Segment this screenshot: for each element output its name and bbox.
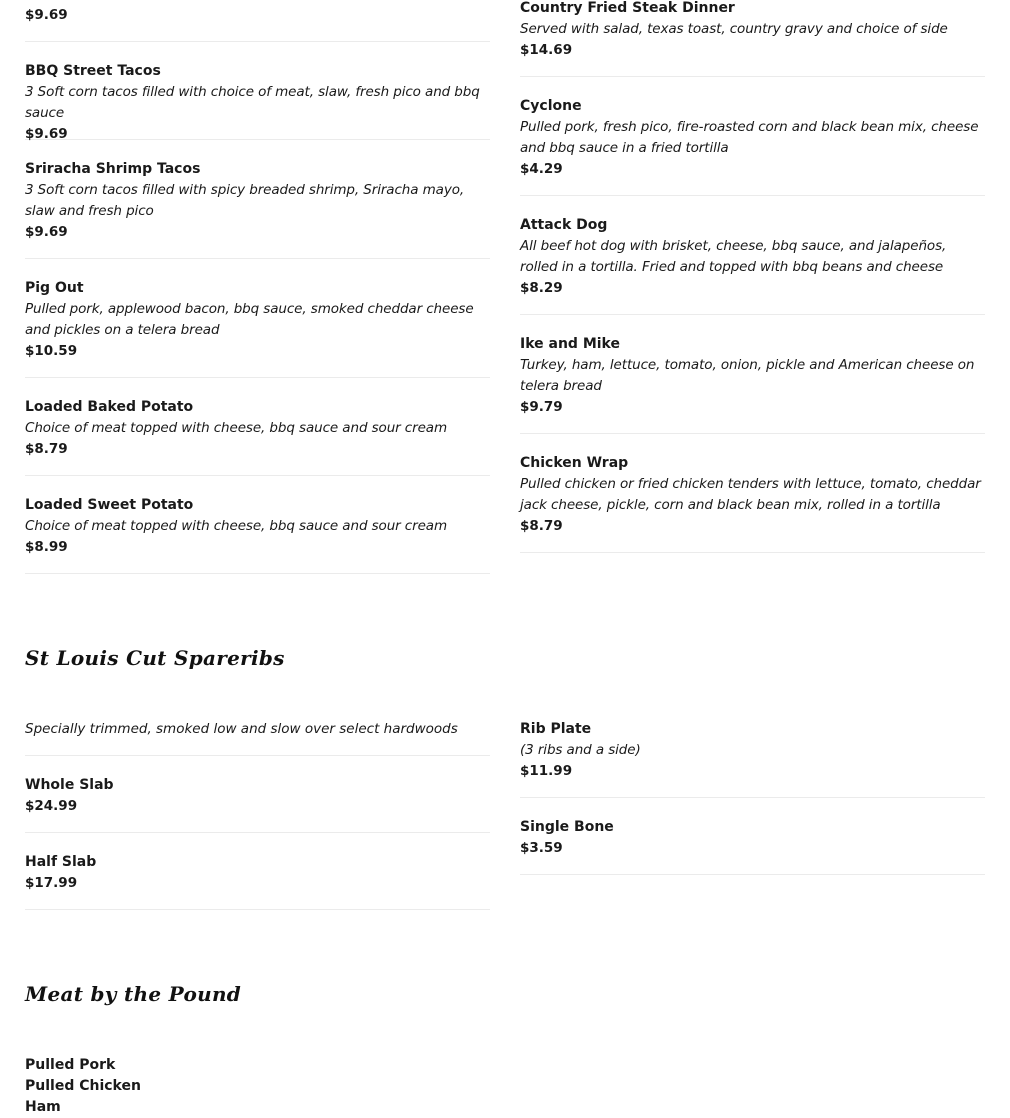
menu-item-description: Pulled chicken or fried chicken tenders with lettuce, tomato, cheddar jack cheese, pickle, corn and black bean mix, rolled in a tortilla bbox=[520, 476, 981, 513]
menu-item bbox=[520, 453, 985, 553]
menu-item bbox=[25, 61, 490, 140]
menu-item-name: BBQ Street Tacos bbox=[25, 63, 161, 79]
menu-item-price: $14.69 bbox=[520, 42, 573, 58]
section-title-meat: Meat by the Pound bbox=[25, 982, 242, 1006]
menu-item-name: Rib Plate bbox=[520, 721, 592, 737]
menu-item-price: $8.79 bbox=[25, 441, 68, 457]
menu-item-price: $3.59 bbox=[520, 840, 563, 856]
menu-item-price: $4.29 bbox=[520, 161, 563, 177]
menu-item-price: $24.99 bbox=[25, 798, 78, 814]
menu-item-name: Half Slab bbox=[25, 854, 97, 870]
menu-item-name: Loaded Baked Potato bbox=[25, 399, 194, 415]
menu-item-price: $9.69 bbox=[25, 224, 68, 240]
menu-item-name: Whole Slab bbox=[25, 777, 114, 793]
menu-item bbox=[520, 96, 985, 196]
meat-item: Pulled Chicken bbox=[25, 1078, 141, 1094]
menu-item bbox=[520, 215, 985, 315]
menu-item bbox=[520, 334, 985, 434]
menu-item bbox=[25, 278, 490, 378]
menu-item-description: Pulled pork, applewood bacon, bbq sauce, smoked cheddar cheese and pickles on a telera bread bbox=[25, 301, 474, 338]
menu-item-price: $9.79 bbox=[520, 399, 563, 415]
menu-item-name: Country Fried Steak Dinner bbox=[520, 0, 735, 16]
menu-item bbox=[25, 852, 490, 910]
menu-item bbox=[520, 719, 985, 798]
menu-item-price: $11.99 bbox=[520, 763, 573, 779]
menu-item-price: $8.29 bbox=[520, 280, 563, 296]
menu-item-description: 3 Soft corn tacos filled with choice of meat, slaw, fresh pico and bbq sauce bbox=[25, 84, 480, 121]
menu-item-description: Choice of meat topped with cheese, bbq sauce and sour cream bbox=[25, 420, 447, 436]
menu-item bbox=[520, 817, 985, 875]
menu-item-description: Choice of meat topped with cheese, bbq sauce and sour cream bbox=[25, 518, 447, 534]
menu-item-price: $8.79 bbox=[520, 518, 563, 534]
menu-item bbox=[520, 0, 985, 77]
menu-item-description: (3 ribs and a side) bbox=[520, 742, 641, 758]
menu-item-description: 3 Soft corn tacos filled with spicy breaded shrimp, Sriracha mayo, slaw and fresh pico bbox=[25, 182, 465, 219]
meat-item: Ham bbox=[25, 1099, 61, 1115]
meat-item: Pulled Pork bbox=[25, 1057, 116, 1073]
menu-item-name: Attack Dog bbox=[520, 217, 608, 233]
menu-item-price: $9.69 bbox=[25, 126, 68, 142]
menu-item-name: Ike and Mike bbox=[520, 336, 620, 352]
menu-item-name: Chicken Wrap bbox=[520, 455, 629, 471]
menu-item-description: Served with salad, texas toast, country gravy and choice of side bbox=[520, 21, 948, 37]
menu-item bbox=[25, 495, 490, 574]
menu-item-description: All beef hot dog with brisket, cheese, bbq sauce, and jalapeños, rolled in a tortilla. Fried and topped with bbq beans and cheese bbox=[520, 238, 947, 275]
menu-item bbox=[25, 775, 490, 833]
menu-item-name: Cyclone bbox=[520, 98, 582, 114]
menu-item-name: Sriracha Shrimp Tacos bbox=[25, 161, 201, 177]
section-title-ribs: St Louis Cut Spareribs bbox=[25, 646, 285, 670]
menu-item-name: Pig Out bbox=[25, 280, 84, 296]
menu-item-price: $8.99 bbox=[25, 539, 68, 555]
menu-item-price: $9.69 bbox=[25, 7, 68, 23]
section-intro: Specially trimmed, smoked low and slow over select hardwoods bbox=[25, 719, 490, 756]
menu-item-price: $17.99 bbox=[25, 875, 78, 891]
menu-item-price: $10.59 bbox=[25, 343, 78, 359]
menu-item-name: Single Bone bbox=[520, 819, 614, 835]
menu-item-description: Turkey, ham, lettuce, tomato, onion, pickle and American cheese on telera bread bbox=[520, 357, 975, 394]
menu-item bbox=[25, 397, 490, 476]
menu-item-cut-off bbox=[25, 0, 490, 42]
menu-item-description: Pulled pork, fresh pico, fire-roasted corn and black bean mix, cheese and bbq sauce in a fried tortilla bbox=[520, 119, 979, 156]
menu-item bbox=[25, 159, 490, 259]
menu-item-name: Loaded Sweet Potato bbox=[25, 497, 194, 513]
